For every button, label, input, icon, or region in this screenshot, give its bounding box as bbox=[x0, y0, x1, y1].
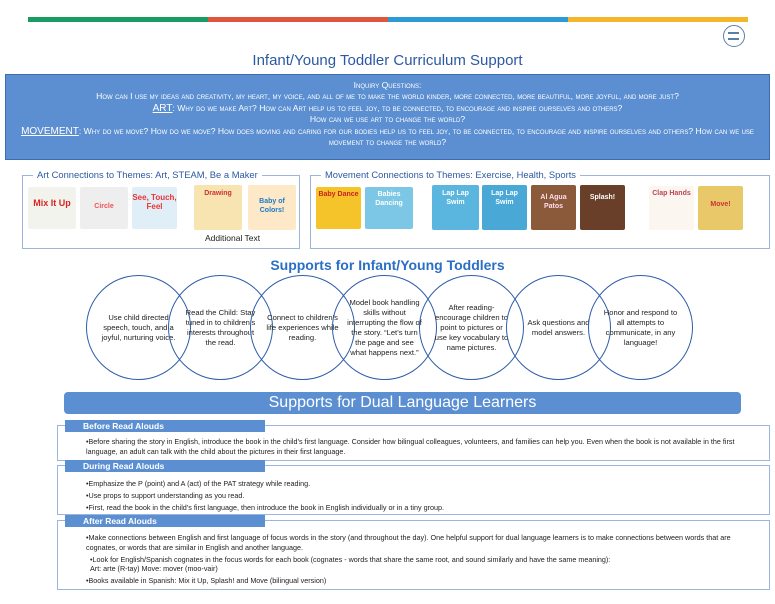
book-cover-move[interactable]: Move! bbox=[698, 186, 743, 230]
support-circle-4: Model book handling skills without interrupting the flow of the story. “Let’s turn the page and see what happens next.” bbox=[332, 275, 437, 380]
support-circle-1: Use child directed speech, touch, and a joyful, nurturing voice. bbox=[86, 275, 191, 380]
book-cover-baby-dance[interactable]: Baby Dance bbox=[316, 187, 361, 229]
page-title: Infant/Young Toddler Curriculum Support bbox=[252, 52, 523, 69]
support-circle-2: Read the Child: Stay tuned in to children’s interests throughout the read. bbox=[168, 275, 273, 380]
inquiry-questions bbox=[5, 74, 770, 160]
before-item-1: •Before sharing the story in English, introduce the book in the child’s first language. Consider how bilingual colleagues, volunteers, and families can help you. Even when the book is not available in the first language, an adult can talk with the child about the pictures in their first language. bbox=[86, 437, 735, 456]
book-cover-splash[interactable]: Splash! bbox=[580, 185, 625, 230]
inquiry-art-change: How can we use art to change the world? bbox=[309, 114, 466, 125]
after-item-3: Art: arte (R-tay) Move: mover (moo-vair) bbox=[90, 564, 218, 573]
inquiry-heading: Inquiry Questions: bbox=[353, 80, 422, 90]
book-cover-clap-hands[interactable]: Clap Hands bbox=[649, 186, 694, 230]
after-item-4: •Books available in Spanish: Mix it Up, Splash! and Move (bilingual version) bbox=[86, 576, 327, 585]
color-bar bbox=[28, 17, 748, 22]
book-cover-lap-lap-swim-2[interactable]: Lap Lap Swim bbox=[482, 185, 527, 230]
movement-label: MOVEMENT bbox=[21, 125, 79, 137]
after-item-1: •Make connections between English and first language of focus words in the story (and throughout the day). One helpful support for dual language learners is to make connections between words that are cognates, or words that are similar in English and another language. bbox=[86, 533, 731, 552]
book-cover-al-agua-patos[interactable]: Al Agua Patos bbox=[531, 185, 576, 230]
color-bar-yellow bbox=[568, 17, 748, 22]
movement-panel-title: Movement Connections to Themes: Exercise, Health, Sports bbox=[321, 169, 580, 180]
book-cover-baby-of-colors[interactable]: Baby of Colors! bbox=[248, 185, 296, 230]
dll-title: Supports for Dual Language Learners bbox=[64, 392, 741, 414]
color-bar-red bbox=[208, 17, 388, 22]
additional-text-label: Additional Text bbox=[205, 233, 261, 243]
book-cover-drawing[interactable]: Drawing bbox=[194, 185, 242, 230]
support-circle-5: After reading- encourage children to point to pictures or use key vocabulary to name pictures. bbox=[419, 275, 524, 380]
book-cover-mix-it-up[interactable]: Mix It Up bbox=[28, 187, 76, 229]
after-read-alouds-heading: After Read Alouds bbox=[65, 515, 265, 527]
color-bar-blue bbox=[388, 17, 568, 22]
support-circle-6: Ask questions and model answers. bbox=[506, 275, 611, 380]
inquiry-movement bbox=[6, 126, 769, 149]
supports-infant-title: Supports for Infant/Young Toddlers bbox=[270, 257, 505, 273]
book-cover-babies-dancing[interactable]: Babies Dancing bbox=[365, 187, 413, 229]
before-read-alouds-heading: Before Read Alouds bbox=[65, 420, 265, 432]
art-panel-title: Art Connections to Themes: Art, STEAM, Be a Maker bbox=[33, 169, 262, 180]
book-cover-lap-lap-swim-1[interactable]: Lap Lap Swim bbox=[432, 185, 479, 230]
during-item-2: •Use props to support understanding as you read. bbox=[86, 491, 245, 500]
inquiry-art bbox=[6, 103, 769, 114]
book-cover-circle[interactable]: Circle bbox=[80, 187, 128, 229]
book-cover-see-touch-feel[interactable]: See, Touch, Feel bbox=[132, 187, 177, 229]
support-circle-7: Honor and respond to all attempts to communicate, in any language! bbox=[588, 275, 693, 380]
district-seal-icon bbox=[723, 25, 745, 47]
art-label: ART bbox=[152, 102, 173, 114]
during-read-alouds-heading: During Read Alouds bbox=[65, 460, 265, 472]
after-item-2: •Look for English/Spanish cognates in the focus words for each book (cognates - words that share the same root, and sound similarly and have the same meaning): bbox=[90, 554, 611, 564]
during-item-1: •Emphasize the P (point) and A (act) of the PAT strategy while reading. bbox=[86, 479, 311, 488]
movement-text: : Why do we move? How do we move? How does moving and caring for our bodies help us to feel joy, to be connected, to encourage and inspire ourselves and others? How can we use movement to change the world? bbox=[78, 125, 754, 148]
art-text: : Why do we make Art? How can Art help us to feel joy, to be connected, to encourage and inspire ourselves and others? bbox=[172, 102, 623, 113]
during-item-3: •First, read the book in the child’s first language, then introduce the book in English individually or in a tiny group. bbox=[86, 503, 444, 512]
inquiry-q1: How can I use my ideas and creativity, my heart, my voice, and all of me to make the world kinder, more connected, more beautiful, more joyful, and more just? bbox=[96, 91, 679, 102]
color-bar-green bbox=[28, 17, 208, 22]
during-read-alouds-box bbox=[57, 465, 770, 515]
support-circle-3: Connect to children’s life experiences while reading. bbox=[250, 275, 355, 380]
after-read-alouds-box bbox=[57, 520, 770, 590]
